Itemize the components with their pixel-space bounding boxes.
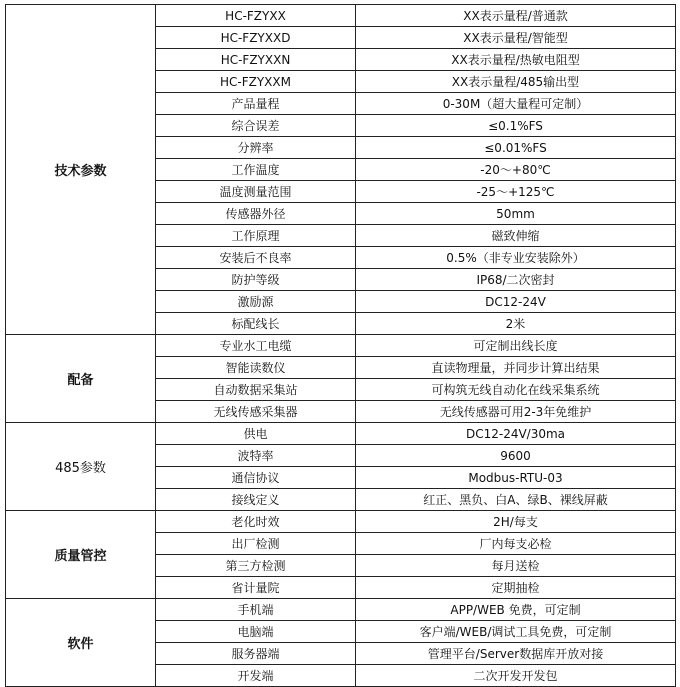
parameter-label: HC-FZYXXD: [156, 27, 356, 49]
parameter-value: APP/WEB 免费，可定制: [356, 599, 676, 621]
parameter-label: 自动数据采集站: [156, 379, 356, 401]
spec-table-body: [6, 5, 676, 687]
parameter-value: 可构筑无线自动化在线采集系统: [356, 379, 676, 401]
parameter-value: -25～+125℃: [356, 181, 676, 203]
parameter-value: 0-30M（超大量程可定制）: [356, 93, 676, 115]
parameter-value: -20～+80℃: [356, 159, 676, 181]
parameter-label: HC-FZYXXN: [156, 49, 356, 71]
parameter-label: 激励源: [156, 291, 356, 313]
parameter-value: 磁致伸缩: [356, 225, 676, 247]
parameter-value: 可定制出线长度: [356, 335, 676, 357]
parameter-value: ≤0.1%FS: [356, 115, 676, 137]
parameter-label: 开发端: [156, 665, 356, 687]
parameter-label: 标配线长: [156, 313, 356, 335]
parameter-label: 老化时效: [156, 511, 356, 533]
parameter-label: 温度测量范围: [156, 181, 356, 203]
parameter-label: 工作温度: [156, 159, 356, 181]
parameter-label: 传感器外径: [156, 203, 356, 225]
category-cell: 质量管控: [6, 511, 156, 599]
category-cell: 配备: [6, 335, 156, 423]
parameter-label: 服务器端: [156, 643, 356, 665]
parameter-label: 无线传感采集器: [156, 401, 356, 423]
parameter-label: 波特率: [156, 445, 356, 467]
parameter-label: 通信协议: [156, 467, 356, 489]
parameter-label: 工作原理: [156, 225, 356, 247]
parameter-label: 电脑端: [156, 621, 356, 643]
parameter-value: IP68/二次密封: [356, 269, 676, 291]
category-cell: 软件: [6, 599, 156, 687]
category-cell: 485参数: [6, 423, 156, 511]
parameter-value: 厂内每支必检: [356, 533, 676, 555]
parameter-value: 2米: [356, 313, 676, 335]
parameter-value: 直读物理量，并同步计算出结果: [356, 357, 676, 379]
parameter-label: 综合误差: [156, 115, 356, 137]
parameter-value: 二次开发开发包: [356, 665, 676, 687]
parameter-label: 安装后不良率: [156, 247, 356, 269]
parameter-label: 接线定义: [156, 489, 356, 511]
parameter-label: 产品量程: [156, 93, 356, 115]
parameter-label: 手机端: [156, 599, 356, 621]
parameter-value: 管理平台/Server数据库开放对接: [356, 643, 676, 665]
parameter-value: 50mm: [356, 203, 676, 225]
parameter-value: Modbus-RTU-03: [356, 467, 676, 489]
spec-table: [5, 4, 676, 687]
table-row: [6, 599, 676, 621]
parameter-label: 供电: [156, 423, 356, 445]
parameter-value: 定期抽检: [356, 577, 676, 599]
parameter-value: 每月送检: [356, 555, 676, 577]
table-row: [6, 5, 676, 27]
parameter-value: XX表示量程/485输出型: [356, 71, 676, 93]
parameter-label: 智能读数仪: [156, 357, 356, 379]
parameter-value: DC12-24V: [356, 291, 676, 313]
parameter-value: 无线传感器可用2-3年免维护: [356, 401, 676, 423]
parameter-value: 客户端/WEB/调试工具免费，可定制: [356, 621, 676, 643]
parameter-label: HC-FZYXX: [156, 5, 356, 27]
category-cell: 技术参数: [6, 5, 156, 335]
table-row: [6, 423, 676, 445]
parameter-label: 出厂检测: [156, 533, 356, 555]
parameter-value: 0.5%（非专业安装除外）: [356, 247, 676, 269]
parameter-value: XX表示量程/热敏电阻型: [356, 49, 676, 71]
parameter-value: 9600: [356, 445, 676, 467]
parameter-value: XX表示量程/普通款: [356, 5, 676, 27]
parameter-label: HC-FZYXXM: [156, 71, 356, 93]
parameter-value: ≤0.01%FS: [356, 137, 676, 159]
parameter-value: XX表示量程/智能型: [356, 27, 676, 49]
parameter-label: 专业水工电缆: [156, 335, 356, 357]
parameter-value: 2H/每支: [356, 511, 676, 533]
parameter-label: 第三方检测: [156, 555, 356, 577]
parameter-label: 省计量院: [156, 577, 356, 599]
parameter-value: 红正、黑负、白A、绿B、裸线屏蔽: [356, 489, 676, 511]
table-row: [6, 511, 676, 533]
table-row: [6, 335, 676, 357]
parameter-label: 防护等级: [156, 269, 356, 291]
parameter-value: DC12-24V/30ma: [356, 423, 676, 445]
parameter-label: 分辨率: [156, 137, 356, 159]
